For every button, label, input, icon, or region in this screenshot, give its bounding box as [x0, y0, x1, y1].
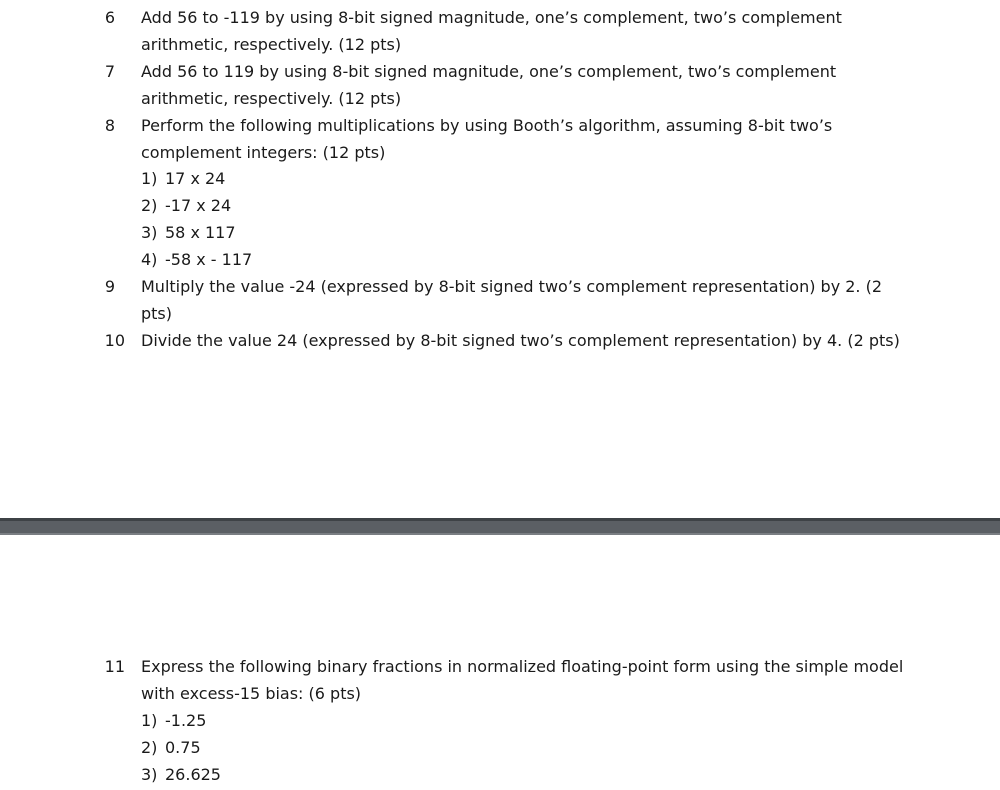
list-item-label: 3)	[141, 223, 158, 242]
list-item-text: 58 x 117	[165, 223, 236, 242]
page-break-divider	[0, 518, 1000, 535]
question-text-line: Perform the following multiplications by using Booth’s algorithm, assuming 8-bit two’s	[141, 116, 833, 135]
question-text-line: Multiply the value -24 (expressed by 8-bit signed two’s complement representation) by 2. (2	[141, 277, 883, 296]
list-item-text: -17 x 24	[165, 196, 232, 215]
question-text-line: Add 56 to -119 by using 8-bit signed magnitude, one’s complement, two’s complement	[141, 8, 842, 27]
question-text-line: Express the following binary fractions in normalized floating-point form using the simple model	[141, 657, 904, 676]
list-item	[141, 246, 252, 273]
list-item	[141, 192, 231, 219]
question-number: 6	[104, 8, 115, 27]
list-item-label: 2)	[141, 738, 158, 757]
list-item	[141, 707, 206, 734]
question-text-line: with excess-15 bias: (6 pts)	[141, 684, 362, 703]
question-number: 7	[104, 62, 115, 81]
list-item-text: 0.75	[165, 738, 201, 757]
question-text-line: arithmetic, respectively. (12 pts)	[141, 35, 402, 54]
list-item-text: -58 x - 117	[165, 250, 253, 269]
question-number: 8	[104, 116, 115, 135]
question-text-line: Add 56 to 119 by using 8-bit signed magnitude, one’s complement, two’s complement	[141, 62, 837, 81]
list-item-label: 2)	[141, 196, 158, 215]
list-item-label: 1)	[141, 711, 158, 730]
question-text-line: arithmetic, respectively. (12 pts)	[141, 89, 402, 108]
list-item	[141, 165, 225, 192]
list-item	[141, 761, 221, 788]
question-number: 11	[104, 657, 125, 676]
list-item	[141, 734, 201, 761]
list-item-text: 26.625	[165, 765, 221, 784]
list-item-text: -1.25	[165, 711, 207, 730]
list-item	[141, 219, 236, 246]
document-page-bottom	[0, 535, 1000, 790]
question-text-line: complement integers: (12 pts)	[141, 143, 386, 162]
list-item-label: 3)	[141, 765, 158, 784]
question-number: 10	[104, 331, 125, 350]
question-text-line: Divide the value 24 (expressed by 8-bit signed two’s complement representation) by 4. (2 pts)	[141, 331, 900, 350]
list-item-text: 17 x 24	[165, 169, 226, 188]
question-number: 9	[104, 277, 115, 296]
list-item-label: 1)	[141, 169, 158, 188]
list-item-label: 4)	[141, 250, 158, 269]
question-text-line: pts)	[141, 304, 173, 323]
